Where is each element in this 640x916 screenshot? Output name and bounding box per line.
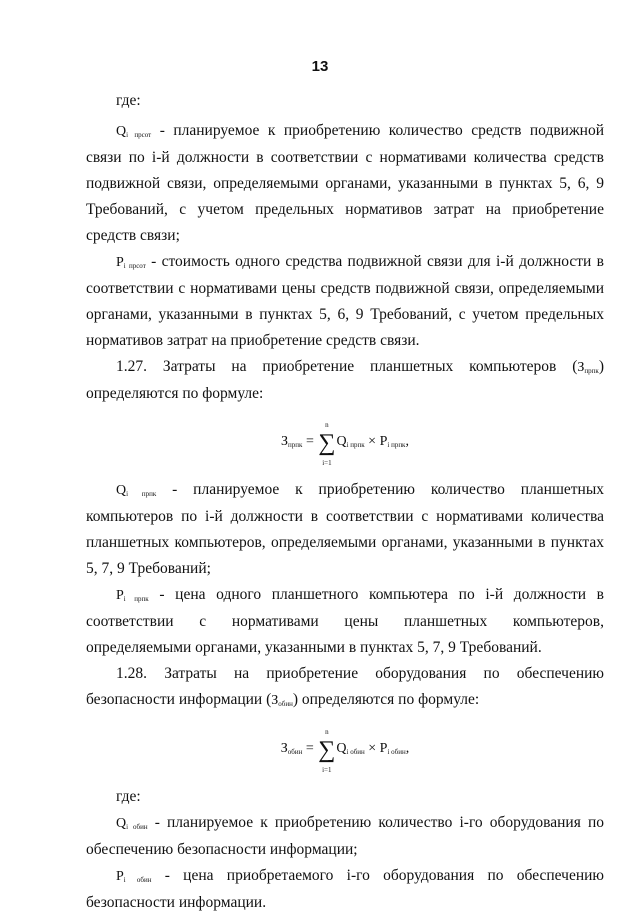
formula-lhs-sub: прпк <box>288 441 303 449</box>
formula-eq: = <box>302 741 318 756</box>
section-1-27 <box>86 354 604 407</box>
paragraph-text: - планируемое к приобретению количество планшетных компьютеров по i-й должности в соответствии с нормативами количества планшетных компьютеров, определяемыми органами, указанными в пунктах 5, 7, 9 Требований; <box>86 481 605 577</box>
paragraph-text: - цена приобретаемого i-го оборудования по обеспечению безопасности информации. <box>86 867 604 911</box>
formula-p: P <box>379 741 388 756</box>
symbol: Q <box>116 816 127 831</box>
formula-prpk <box>86 411 604 471</box>
formula-times: × <box>364 741 380 756</box>
paragraph-text: - цена одного планшетного компьютера по i-й должности в соответствии с нормативами цены планшетных компьютеров, определяемыми органами, указанными в пунктах 5, 7, 9 Требований. <box>86 586 605 656</box>
formula-q: Q <box>336 434 347 449</box>
paragraph-p-prpk <box>86 582 604 661</box>
sum-sign: ∑ n i=1 <box>318 728 336 774</box>
formula-q-sub: i обин <box>346 748 365 756</box>
formula-tail: , <box>405 434 409 449</box>
formula-tail: , <box>405 741 410 756</box>
sum-upper: n <box>325 728 329 736</box>
sum-lower: i=1 <box>322 766 332 774</box>
formula-lhs: З <box>281 434 289 449</box>
symbol: Q <box>116 483 127 498</box>
symbol-subscript: обин <box>278 700 293 708</box>
page-number: 13 <box>311 58 329 75</box>
paragraph-p-prsot <box>86 249 604 354</box>
symbol: З <box>271 693 279 708</box>
sum-sign: ∑ n i=1 <box>318 421 336 467</box>
paragraph-q-obin <box>86 810 604 863</box>
document-body <box>86 88 604 916</box>
where-label: где: <box>116 92 141 109</box>
sum-upper: n <box>325 421 329 429</box>
formula-lhs-sub: обин <box>287 748 303 756</box>
section-text: 1.27. Затраты на приобретение планшетных компьютеров ( <box>116 358 578 375</box>
paragraph-text: - стоимость одного средства подвижной связи для i-й должности в соответствии с нормативами цены средств подвижной связи, определяемыми органами, указанными в пунктах 5, 6, 9 Требований, с учетом предельных нормативов затрат на приобретение средств связи. <box>86 253 604 349</box>
section-text-end: ) определяются по формуле: <box>86 358 604 402</box>
symbol-subscript: прпк <box>584 367 599 375</box>
symbol-subscript: i обин <box>123 876 152 884</box>
symbol: P <box>116 869 124 884</box>
formula-p-sub: i обин <box>387 748 406 756</box>
symbol: P <box>116 255 124 270</box>
formula-p-sub: i прпк <box>387 441 406 449</box>
paragraph-text: - планируемое к приобретению количество i-го оборудования по обеспечению безопасности информации; <box>86 814 604 858</box>
formula-eq: = <box>302 434 318 449</box>
formula-times: × <box>364 434 380 449</box>
formula-p: P <box>379 434 388 449</box>
symbol: З <box>577 360 585 375</box>
paragraph-q-prpk <box>86 477 604 582</box>
symbol-subscript: i прсот <box>126 131 152 139</box>
where-label: где: <box>116 788 141 805</box>
symbol: P <box>116 588 124 603</box>
symbol-subscript: i прпк <box>126 490 157 498</box>
formula-q: Q <box>336 741 347 756</box>
section-text-end: ) определяются по формуле: <box>292 691 480 708</box>
section-text: 1.28. Затраты на приобретение оборудования по обеспечению безопасности информации ( <box>86 665 604 708</box>
paragraph-text: - планируемое к приобретению количество средств подвижной связи по i-й должности в соответствии с нормативами количества средств подвижной связи, определяемыми органами, указанными в пунктах 5, 6, 9 Требований, с учетом предельных нормативов затрат на приобретение средств связи; <box>86 122 604 244</box>
paragraph-q-prsot <box>86 118 604 249</box>
section-1-28 <box>86 661 604 714</box>
formula-q-sub: i прпк <box>346 441 365 449</box>
paragraph-p-obin <box>86 863 604 916</box>
sum-lower: i=1 <box>322 459 332 467</box>
symbol: Q <box>116 124 127 139</box>
symbol-subscript: i обин <box>126 823 148 831</box>
formula-lhs: З <box>280 741 288 756</box>
symbol-subscript: i прпк <box>123 595 149 603</box>
formula-obin <box>86 718 604 778</box>
symbol-subscript: i прсот <box>123 262 146 270</box>
